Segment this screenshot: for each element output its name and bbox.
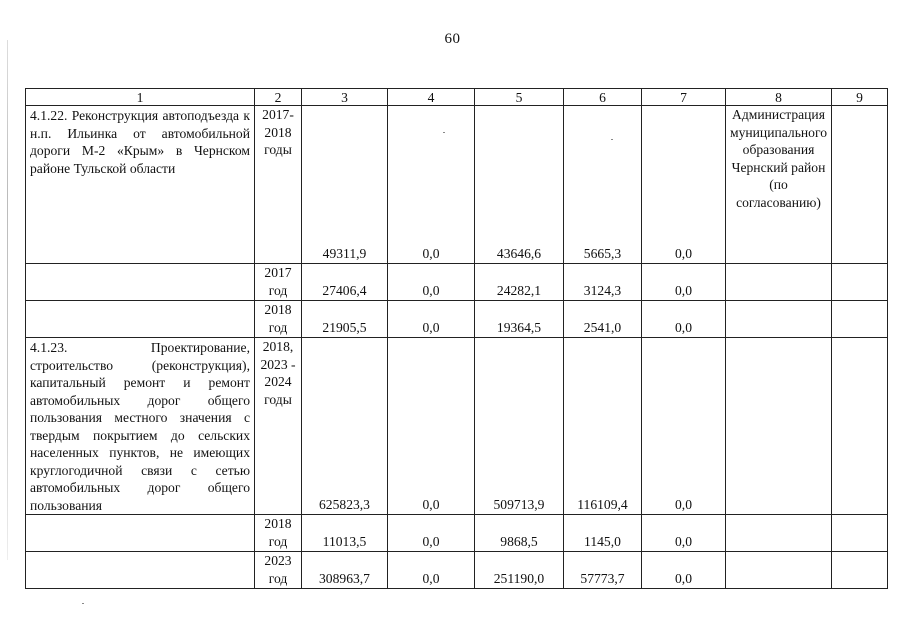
- value-col-5: 9868,5: [475, 515, 564, 552]
- value-col-3: 11013,5: [302, 515, 388, 552]
- item-name: 4.1.23. Проектирование, строительство (реконструкция), капитальный ремонт и ремонт автомобильных дорог общего пользования местного значения с твердым покрытием до сельских населенных пунктов, не имеющих круглогодичной связи с сетью автомобильных дорог общего пользования: [26, 338, 255, 515]
- col-header-3: 3: [302, 89, 388, 106]
- value-col-9: [832, 301, 888, 338]
- table-row: [26, 552, 888, 589]
- col-header-6: 6: [564, 89, 642, 106]
- scan-speck: [82, 603, 84, 604]
- item-name: [26, 264, 255, 301]
- value-col-6: 3124,3: [564, 264, 642, 301]
- value-col-5: 509713,9: [475, 338, 564, 515]
- item-period: 2018 год: [255, 515, 302, 552]
- value-col-7: 0,0: [642, 515, 726, 552]
- value-col-3: 27406,4: [302, 264, 388, 301]
- value-col-3: 21905,5: [302, 301, 388, 338]
- col-header-7: 7: [642, 89, 726, 106]
- scan-speck: [443, 132, 445, 133]
- value-col-9: [832, 264, 888, 301]
- item-period: 2023 год: [255, 552, 302, 589]
- responsible-org: [726, 264, 832, 301]
- value-col-4: 0,0: [388, 552, 475, 589]
- item-period: 2017 год: [255, 264, 302, 301]
- responsible-org: [726, 515, 832, 552]
- col-header-1: 1: [26, 89, 255, 106]
- value-col-9: [832, 515, 888, 552]
- table-row: [26, 106, 888, 264]
- scan-edge-shadow: [7, 40, 8, 560]
- value-col-3: 49311,9: [302, 106, 388, 264]
- value-col-5: 24282,1: [475, 264, 564, 301]
- value-col-6: 1145,0: [564, 515, 642, 552]
- item-name: [26, 552, 255, 589]
- value-col-4: 0,0: [388, 301, 475, 338]
- value-col-4: 0,0: [388, 515, 475, 552]
- budget-table: [25, 88, 888, 589]
- item-name: [26, 515, 255, 552]
- scan-speck: [611, 139, 613, 140]
- table-row: [26, 264, 888, 301]
- value-col-7: 0,0: [642, 106, 726, 264]
- value-col-6: 57773,7: [564, 552, 642, 589]
- value-col-6: 5665,3: [564, 106, 642, 264]
- value-col-4: 0,0: [388, 264, 475, 301]
- col-header-8: 8: [726, 89, 832, 106]
- value-col-5: 19364,5: [475, 301, 564, 338]
- value-col-7: 0,0: [642, 338, 726, 515]
- value-col-9: [832, 106, 888, 264]
- col-header-4: 4: [388, 89, 475, 106]
- value-col-6: 116109,4: [564, 338, 642, 515]
- value-col-3: 308963,7: [302, 552, 388, 589]
- responsible-org: [726, 338, 832, 515]
- value-col-5: 251190,0: [475, 552, 564, 589]
- item-name: [26, 301, 255, 338]
- table-row: [26, 338, 888, 515]
- col-header-2: 2: [255, 89, 302, 106]
- responsible-org: [726, 301, 832, 338]
- value-col-5: 43646,6: [475, 106, 564, 264]
- item-name: 4.1.22. Реконструкция автоподъезда к н.п. Ильинка от автомобильной дороги М-2 «Крым» в Чернском районе Тульской области: [26, 106, 255, 264]
- value-col-4: 0,0: [388, 338, 475, 515]
- value-col-7: 0,0: [642, 264, 726, 301]
- value-col-4: 0,0: [388, 106, 475, 264]
- page-number: 60: [444, 31, 461, 47]
- responsible-org: [726, 552, 832, 589]
- col-header-9: 9: [832, 89, 888, 106]
- item-period: 2018 год: [255, 301, 302, 338]
- value-col-9: [832, 552, 888, 589]
- value-col-9: [832, 338, 888, 515]
- value-col-6: 2541,0: [564, 301, 642, 338]
- value-col-3: 625823,3: [302, 338, 388, 515]
- table-row: [26, 515, 888, 552]
- item-period: 2017-2018 годы: [255, 106, 302, 264]
- col-header-5: 5: [475, 89, 564, 106]
- value-col-7: 0,0: [642, 552, 726, 589]
- responsible-org: Администрация муниципального образования Чернский район (по согласованию): [726, 106, 832, 264]
- table-row: [26, 301, 888, 338]
- header-row: [26, 89, 888, 106]
- value-col-7: 0,0: [642, 301, 726, 338]
- item-period: 2018, 2023 - 2024 годы: [255, 338, 302, 515]
